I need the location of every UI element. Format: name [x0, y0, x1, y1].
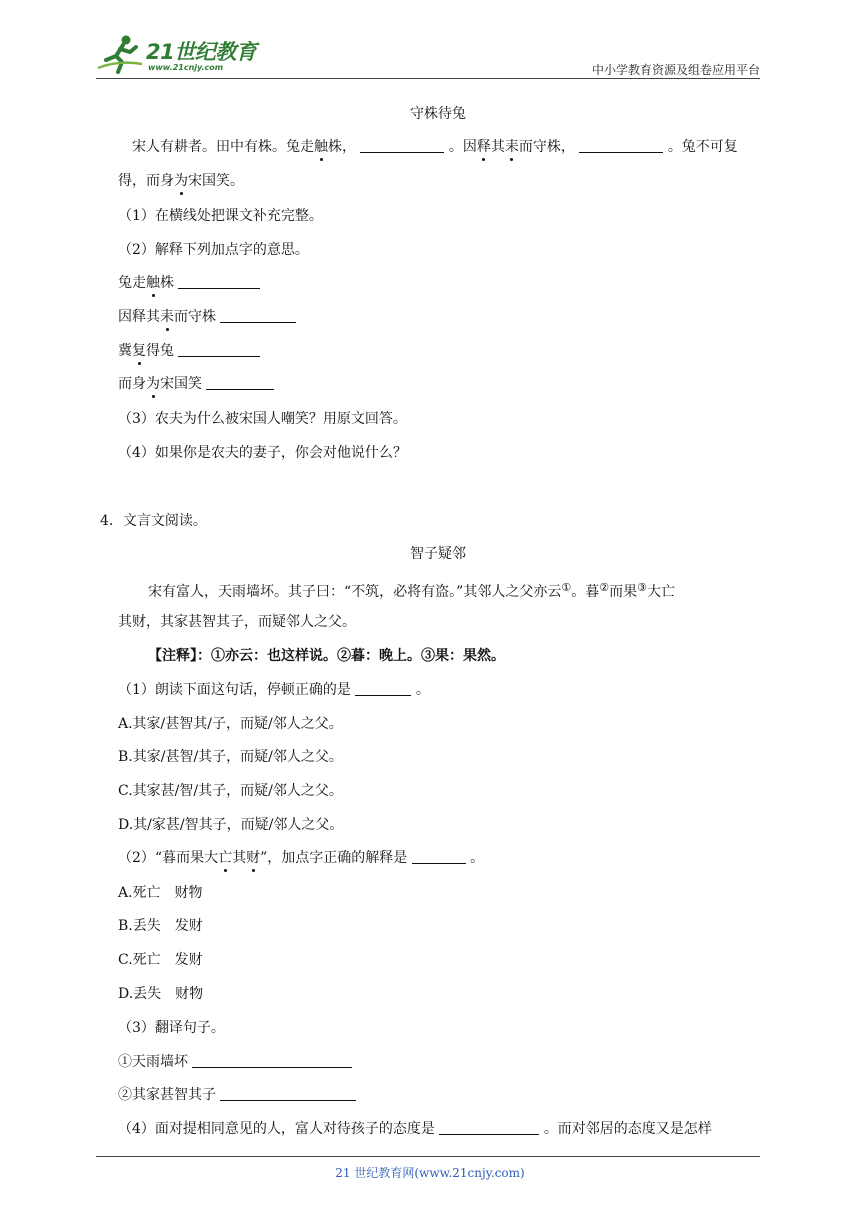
runner-icon [96, 34, 144, 74]
text: （1）朗读下面这句话，停顿正确的是 [118, 682, 351, 698]
option: C.其家甚/智/其子，而疑/邻人之父。 [118, 783, 343, 799]
text: 。而对邻居的态度又是怎样 [543, 1121, 712, 1137]
question [118, 848, 484, 868]
dotted-char: 触 [146, 275, 160, 291]
question: （1）在横线处把课文补充完整。 [118, 208, 323, 224]
section-heading: 4．文言文阅读。 [100, 513, 207, 529]
option: D.其/家甚/智其子，而疑/邻人之父。 [118, 817, 344, 833]
page-header [96, 32, 760, 80]
text: 而守株 [174, 309, 216, 325]
text: 而守株， [518, 139, 575, 155]
answer-blank[interactable] [192, 1053, 352, 1068]
question: （3）翻译句子。 [118, 1020, 225, 1036]
logo-url: www.21cnjy.com [148, 63, 224, 72]
text: ①天雨墙坏 [118, 1054, 188, 1070]
dotted-char: 耒 [160, 309, 174, 325]
passage-title: 智子疑邻 [410, 546, 466, 562]
answer-blank[interactable] [439, 1120, 539, 1135]
text: 得，而身 [118, 173, 174, 189]
word-item [118, 341, 260, 361]
text: 。暮 [571, 584, 600, 600]
translation-item [118, 1085, 356, 1105]
dotted-char: 财 [246, 850, 261, 866]
dotted-char: 为 [146, 376, 160, 392]
footer-divider [96, 1156, 760, 1157]
option: A.其家/甚智其/子，而疑/邻人之父。 [118, 716, 343, 732]
option: A.死亡 财物 [118, 885, 203, 901]
text: 因释其 [118, 309, 160, 325]
text: 宋有富人，天雨墙坏。其子曰：“不筑，必将有盗。”其邻人之父亦云 [148, 584, 562, 600]
platform-name: 中小学教育资源及组卷应用平台 [591, 63, 760, 77]
answer-blank[interactable] [579, 138, 663, 153]
text: 冀 [118, 343, 132, 359]
question [118, 1119, 712, 1139]
option: D.丢失 财物 [118, 986, 204, 1002]
footnote-marker: ① [561, 581, 572, 594]
answer-blank[interactable] [355, 681, 411, 696]
text: 。兔不可复 [667, 139, 738, 155]
header-divider [96, 78, 760, 79]
text: 株， [328, 139, 356, 155]
passage-line [148, 578, 675, 602]
question [118, 680, 430, 700]
passage-line [118, 171, 244, 191]
passage-title: 守株待兔 [410, 106, 466, 122]
text: 而果 [609, 584, 638, 600]
word-item [118, 307, 296, 327]
dotted-char: 复 [132, 343, 146, 359]
option: B.其家/甚智/其子，而疑/邻人之父。 [118, 749, 343, 765]
text: （4）面对提相同意见的人，富人对待孩子的态度是 [118, 1121, 435, 1137]
text: 宋国笑。 [188, 173, 244, 189]
question: （2）解释下列加点字的意思。 [118, 242, 309, 258]
footnote-marker: ② [599, 581, 610, 594]
question: （4）如果你是农夫的妻子，你会对他说什么？ [118, 445, 407, 461]
text: 。 [470, 850, 485, 866]
annotation-note: 【注释】：①亦云：也这样说。②暮：晚上。③果：果然。 [148, 648, 505, 664]
answer-blank[interactable] [220, 1086, 356, 1101]
answer-blank[interactable] [178, 274, 260, 289]
logo-text: 21世纪教育 [146, 40, 257, 64]
text: 大亡 [646, 584, 675, 600]
word-item [118, 374, 274, 394]
option: B.丢失 发财 [118, 918, 203, 934]
text: 宋国笑 [160, 376, 202, 392]
text: 株 [160, 275, 174, 291]
footer-text: 21 世纪教育网(www.21cnjy.com) [335, 1166, 525, 1180]
text: 兔走 [118, 275, 146, 291]
translation-item [118, 1052, 352, 1072]
text: ”，加点字正确的解释是 [260, 850, 408, 866]
dotted-char: 耒 [504, 139, 519, 155]
text: （2）“暮而果大 [118, 850, 219, 866]
site-logo [96, 32, 266, 76]
word-item [118, 273, 260, 293]
dotted-char: 亡 [218, 850, 233, 866]
text: 。 [415, 682, 430, 698]
passage-line [132, 137, 738, 157]
dotted-char: 触 [314, 139, 328, 155]
dotted-char: 释 [476, 139, 491, 155]
option: C.死亡 发财 [118, 952, 203, 968]
text: ②其家甚智其子 [118, 1087, 216, 1103]
dotted-char: 为 [174, 173, 188, 189]
text: 而身 [118, 376, 146, 392]
question: （3）农夫为什么被宋国人嘲笑？用原文回答。 [118, 411, 407, 427]
footnote-marker: ③ [637, 581, 647, 594]
text: 得兔 [146, 343, 174, 359]
text: 宋人有耕者。田中有株。兔走 [132, 139, 314, 155]
answer-blank[interactable] [412, 849, 466, 864]
passage-line: 其财，其家甚智其子，而疑邻人之父。 [118, 614, 356, 630]
text: 其 [490, 139, 505, 155]
answer-blank[interactable] [178, 342, 260, 357]
answer-blank[interactable] [206, 375, 274, 390]
text: 其 [232, 850, 247, 866]
answer-blank[interactable] [360, 138, 444, 153]
answer-blank[interactable] [220, 308, 296, 323]
text: 。因 [448, 139, 477, 155]
